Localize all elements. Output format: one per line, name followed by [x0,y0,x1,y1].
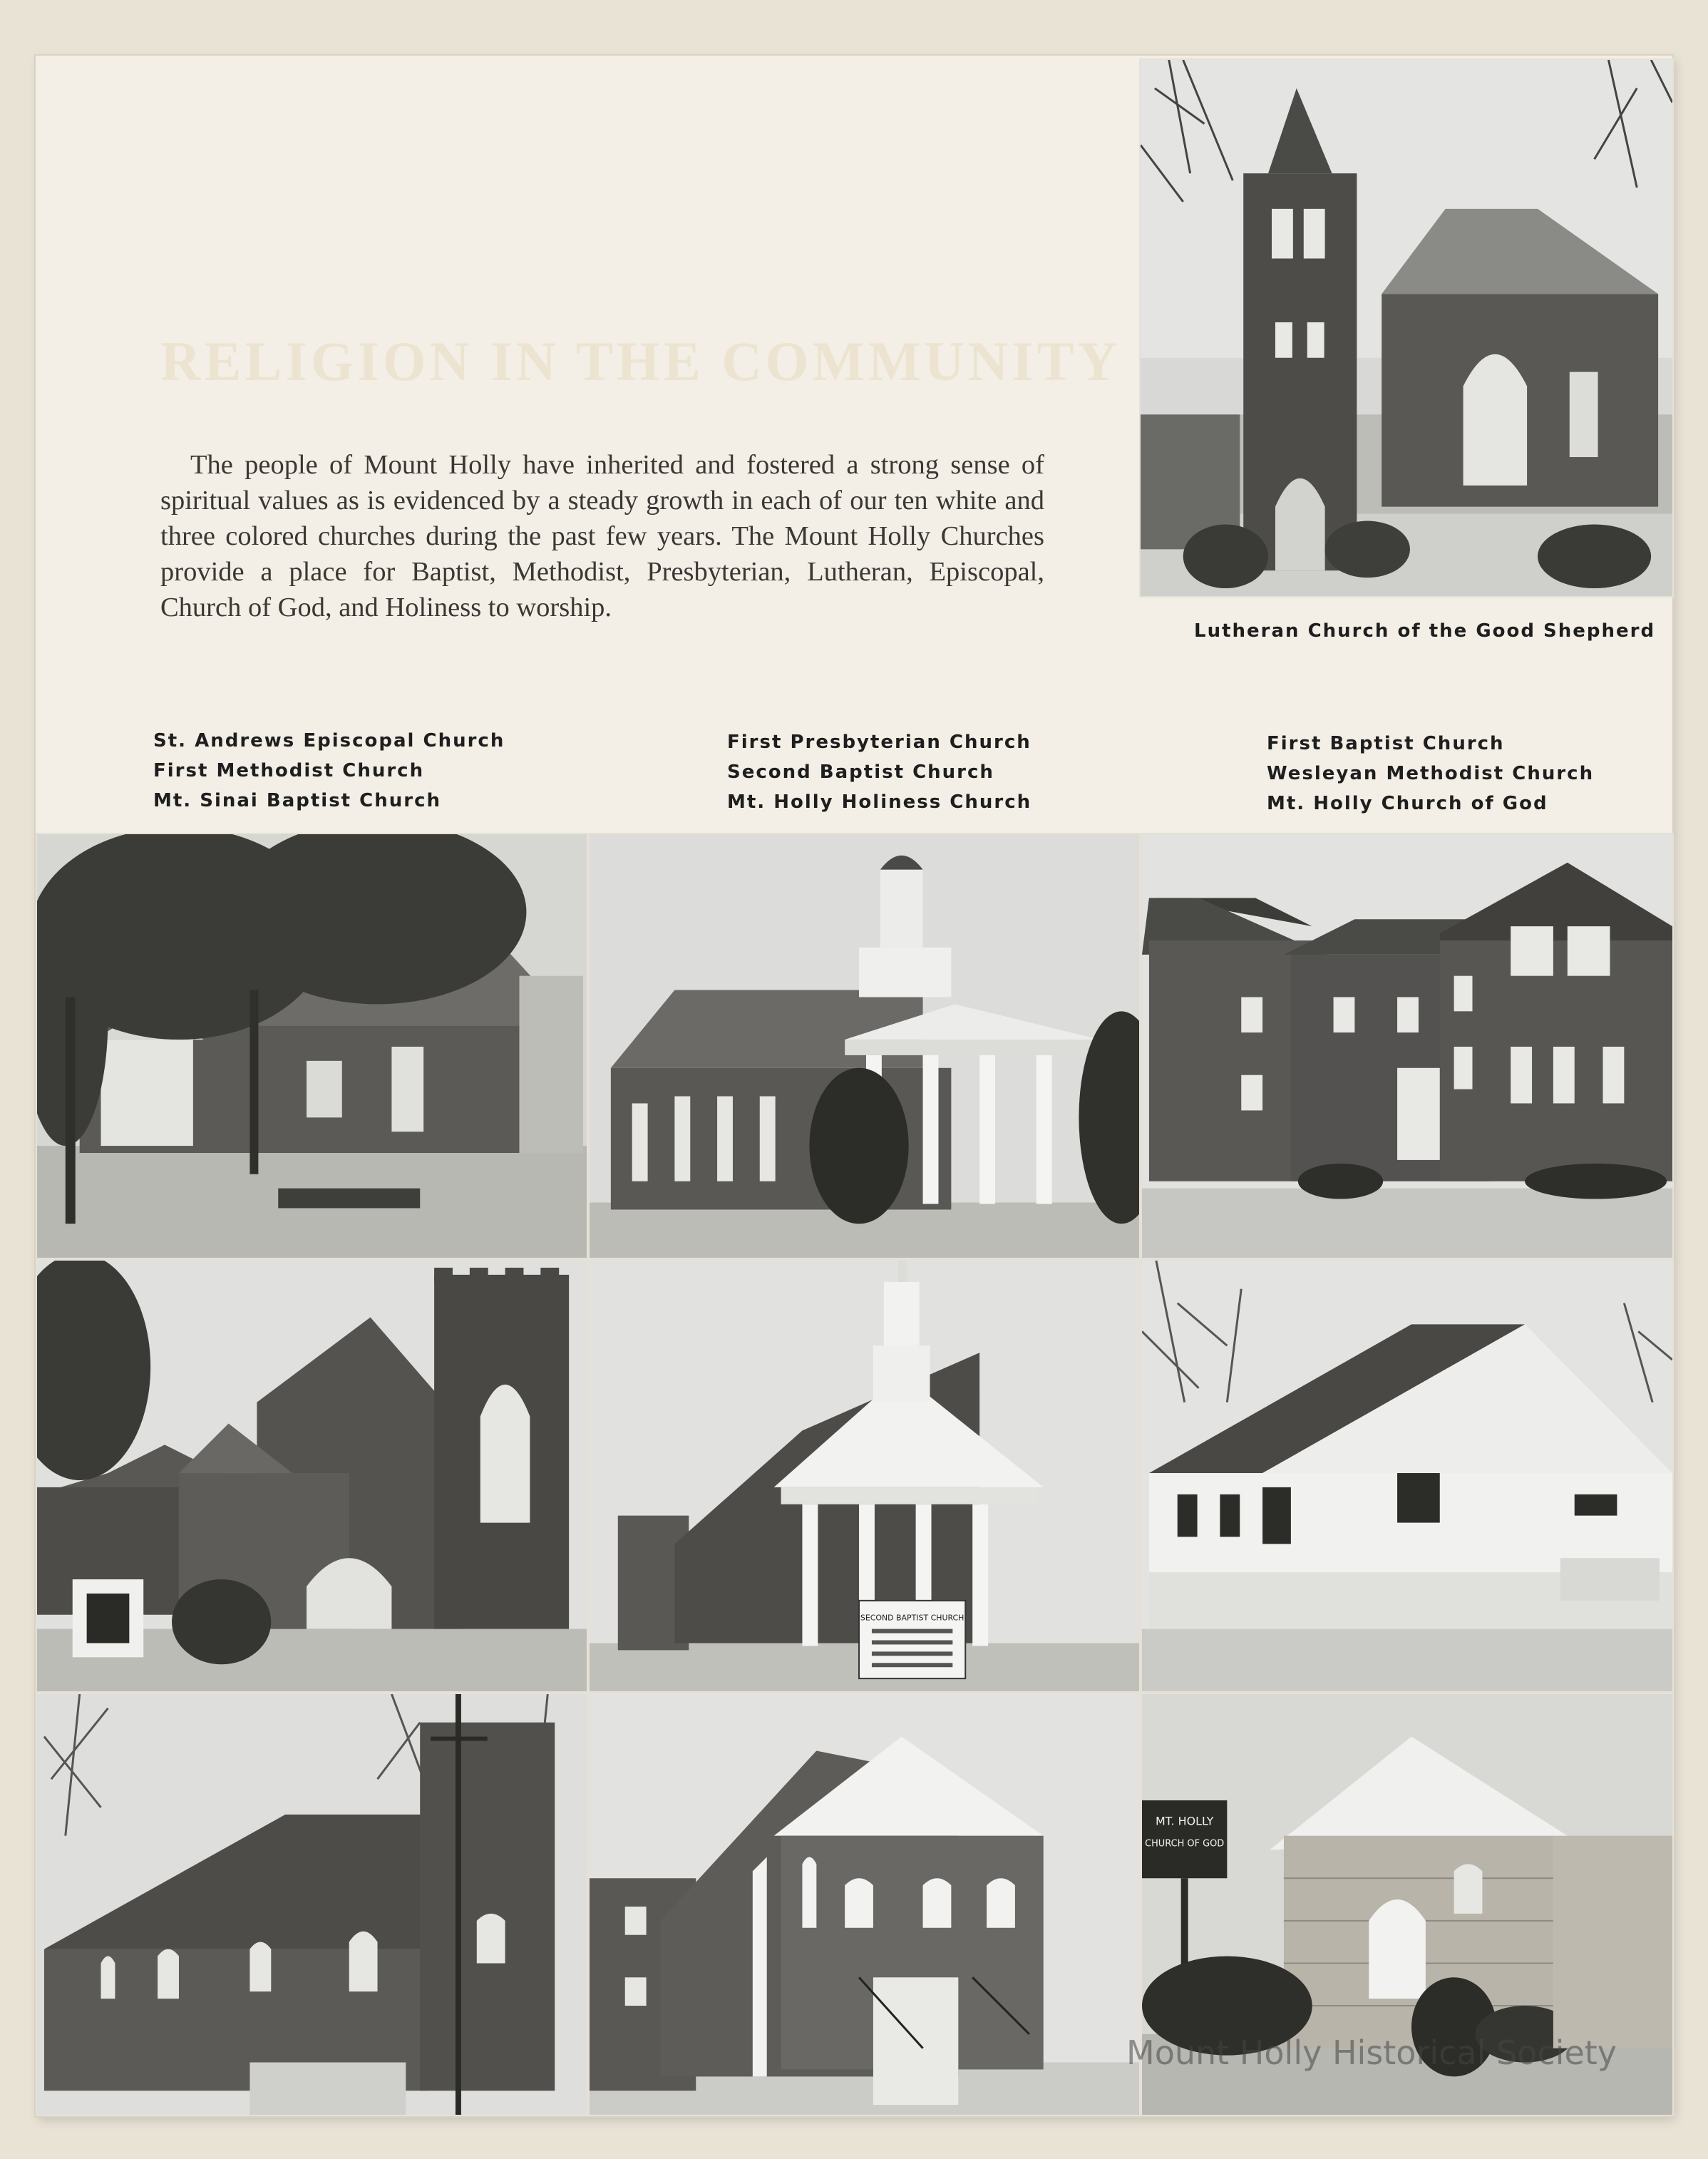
photo-lutheran-church [1139,58,1674,598]
photo-st-andrews-episcopal [36,833,588,1259]
caption-first-presbyterian: First Presbyterian Church [727,732,1032,753]
sign-second-baptist: SECOND BAPTIST CHURCH [860,1613,964,1623]
caption-holiness: Mt. Holly Holiness Church [727,791,1032,813]
featured-photo-caption: Lutheran Church of the Good Shepherd [1194,620,1656,642]
photo-first-baptist [1141,833,1674,1259]
photo-mt-sinai-baptist [36,1693,588,2116]
caption-first-baptist: First Baptist Church [1267,733,1505,754]
caption-church-of-god: Mt. Holly Church of God [1267,793,1548,814]
section-heading: RELIGION IN THE COMMUNITY [160,330,1121,392]
intro-paragraph: The people of Mount Holly have inherited and fostered a strong sense of spiritual values as is evidenced by a steady growth in each of our ten white and three colored churches during the past few years. The Mount Holly Churches provide a place for Baptist, Methodist, Presbyterian, Lutheran, Episcopal, Church of God, and Holiness to worship. [160,449,1044,622]
photo-first-methodist [36,1259,588,1693]
caption-group-middle [727,727,1032,817]
caption-second-baptist: Second Baptist Church [727,761,994,783]
caption-mt-sinai: Mt. Sinai Baptist Church [153,790,442,811]
caption-group-right [1267,729,1594,819]
photo-wesleyan-methodist [1141,1259,1674,1693]
caption-wesleyan-methodist: Wesleyan Methodist Church [1267,763,1595,784]
photo-second-baptist [588,1259,1141,1693]
caption-first-methodist: First Methodist Church [153,760,425,781]
watermark: Mount Holly Historical Society [1126,2034,1617,2072]
sign-church-of-god-line2: CHURCH OF GOD [1145,1838,1225,1850]
caption-st-andrews: St. Andrews Episcopal Church [153,730,505,752]
sign-church-of-god-line1: MT. HOLLY [1155,1814,1214,1828]
caption-group-left [153,726,505,816]
photo-first-presbyterian [588,833,1141,1259]
photo-holiness-church [588,1693,1141,2116]
